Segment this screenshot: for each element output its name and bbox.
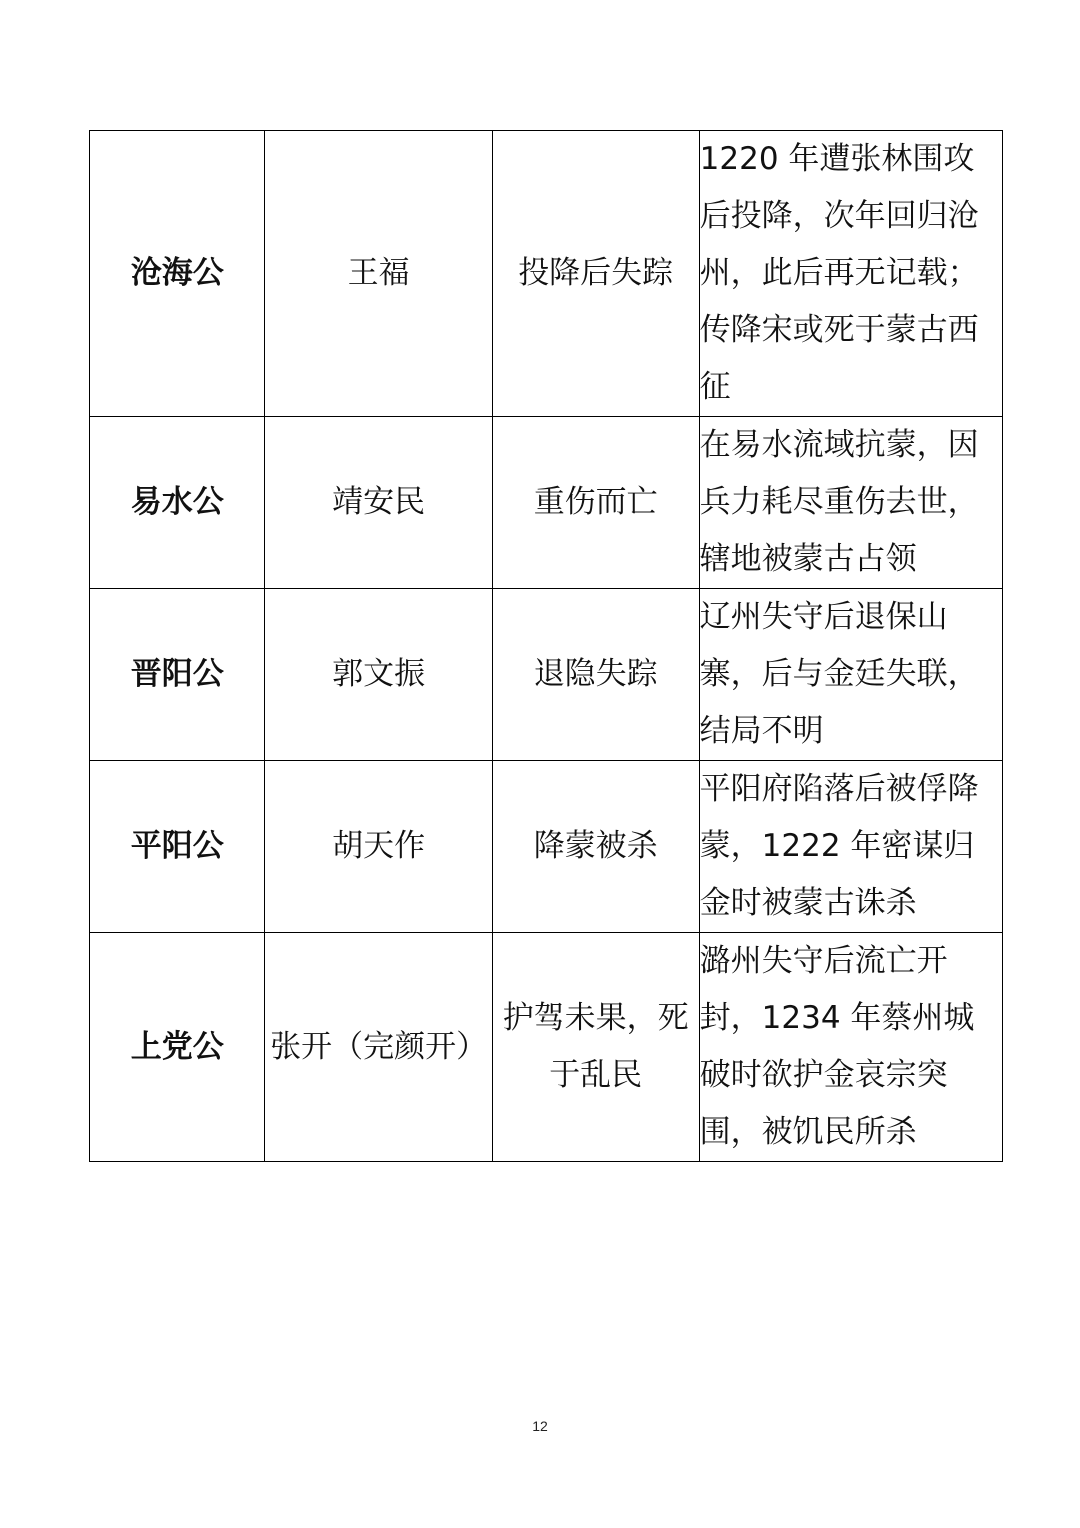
detail-cell: 平阳府陷落后被俘降蒙，1222 年密谋归金时被蒙古诛杀 xyxy=(699,761,1002,933)
detail-cell: 辽州失守后退保山寨，后与金廷失联，结局不明 xyxy=(699,589,1002,761)
detail-cell: 在易水流域抗蒙，因兵力耗尽重伤去世，辖地被蒙古占领 xyxy=(699,417,1002,589)
table-row xyxy=(90,131,1003,417)
title-cell: 平阳公 xyxy=(90,761,265,933)
detail-cell: 1220 年遭张林围攻后投降，次年回归沧州，此后再无记载；传降宋或死于蒙古西征 xyxy=(699,131,1002,417)
table-row xyxy=(90,761,1003,933)
fate-cell: 护驾未果，死于乱民 xyxy=(492,933,699,1162)
title-cell: 易水公 xyxy=(90,417,265,589)
fate-cell: 投降后失踪 xyxy=(492,131,699,417)
detail-cell: 潞州失守后流亡开封，1234 年蔡州城破时欲护金哀宗突围，被饥民所杀 xyxy=(699,933,1002,1162)
name-cell: 张开（完颜开） xyxy=(265,933,492,1162)
page-number: 12 xyxy=(532,1418,548,1434)
table-row xyxy=(90,933,1003,1162)
title-cell: 沧海公 xyxy=(90,131,265,417)
name-cell: 靖安民 xyxy=(265,417,492,589)
name-cell: 胡天作 xyxy=(265,761,492,933)
fate-cell: 重伤而亡 xyxy=(492,417,699,589)
fief-lords-table xyxy=(89,130,1003,1162)
title-cell: 晋阳公 xyxy=(90,589,265,761)
fate-cell: 降蒙被杀 xyxy=(492,761,699,933)
table-row xyxy=(90,417,1003,589)
title-cell: 上党公 xyxy=(90,933,265,1162)
table-row xyxy=(90,589,1003,761)
name-cell: 王福 xyxy=(265,131,492,417)
fate-cell: 退隐失踪 xyxy=(492,589,699,761)
name-cell: 郭文振 xyxy=(265,589,492,761)
